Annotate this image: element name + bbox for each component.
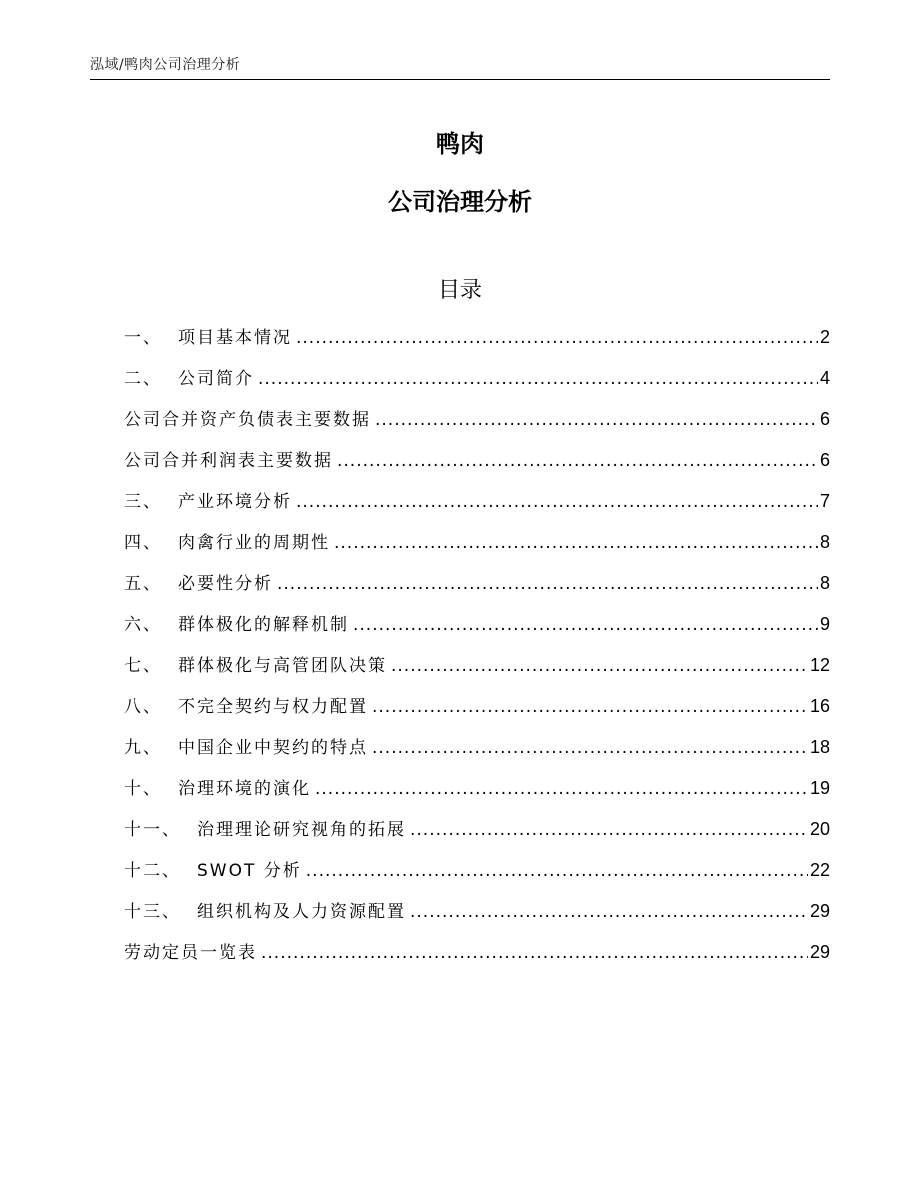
toc-leader-dots — [391, 656, 808, 676]
toc-entry-title: 项目基本情况 — [178, 328, 292, 348]
toc-leader-dots — [258, 369, 818, 389]
toc-entry-number: 十三、 — [124, 902, 181, 922]
toc-entry-page: 18 — [809, 737, 830, 757]
page-header: 泓域/鸭肉公司治理分析 — [90, 57, 241, 73]
toc-entry-number: 十一、 — [124, 820, 181, 840]
toc-entry-number: 十、 — [124, 779, 162, 799]
toc-entry-page: 6 — [819, 450, 830, 470]
toc-entry-title: 必要性分析 — [178, 574, 273, 594]
toc-entry-page: 6 — [819, 409, 830, 429]
toc-entry-number: 三、 — [124, 492, 162, 512]
toc-leader-dots — [277, 574, 818, 594]
toc-entry-page: 19 — [809, 778, 830, 798]
toc-leader-dots — [334, 533, 818, 553]
toc-entry-page: 9 — [819, 614, 830, 634]
toc-entry[interactable] — [124, 528, 830, 569]
toc-entry[interactable] — [124, 938, 830, 979]
toc-leader-dots — [353, 615, 818, 635]
toc-entry[interactable] — [124, 897, 830, 938]
toc-entry[interactable] — [124, 569, 830, 610]
toc-entry[interactable] — [124, 446, 830, 487]
toc-entry-title: 治理环境的演化 — [178, 779, 311, 799]
toc-entry-number: 二、 — [124, 369, 162, 389]
toc-entry-title: 组织机构及人力资源配置 — [197, 902, 406, 922]
toc-entry-title: 群体极化与高管团队决策 — [178, 656, 387, 676]
toc-entry-title: 中国企业中契约的特点 — [178, 738, 368, 758]
toc-leader-dots — [296, 328, 818, 348]
toc-leader-dots — [296, 492, 818, 512]
toc-entry-title: 公司简介 — [178, 369, 254, 389]
toc-entry-page: 29 — [809, 942, 830, 962]
toc-entry-title: 不完全契约与权力配置 — [178, 697, 368, 717]
toc-entry-page: 12 — [809, 655, 830, 675]
toc-leader-dots — [306, 861, 808, 881]
toc-leader-dots — [372, 697, 808, 717]
toc-entry[interactable] — [124, 364, 830, 405]
toc-entry-number: 七、 — [124, 656, 162, 676]
toc-entry-number: 十二、 — [124, 861, 181, 881]
toc-entry-page: 22 — [809, 860, 830, 880]
toc-entry-page: 20 — [809, 819, 830, 839]
header-rule — [90, 79, 830, 80]
toc-entry-number: 五、 — [124, 574, 162, 594]
toc-entry[interactable] — [124, 610, 830, 651]
toc-entry-title: 公司合并资产负债表主要数据 — [124, 410, 371, 430]
toc-leader-dots — [372, 738, 808, 758]
toc-entry-page: 7 — [819, 491, 830, 511]
toc-entry-page: 4 — [819, 368, 830, 388]
toc-leader-dots — [315, 779, 808, 799]
toc-entry-title: 公司合并利润表主要数据 — [124, 451, 333, 471]
toc-entry-page: 2 — [819, 327, 830, 347]
toc-entry[interactable] — [124, 651, 830, 692]
toc-entry-title: 产业环境分析 — [178, 492, 292, 512]
toc-entry-page: 16 — [809, 696, 830, 716]
toc-entry-page: 8 — [819, 532, 830, 552]
toc-entry[interactable] — [124, 323, 830, 364]
toc-leader-dots — [410, 820, 808, 840]
toc-entry[interactable] — [124, 487, 830, 528]
toc-entry-title: SWOT 分析 — [197, 861, 302, 881]
document-title: 鸭肉 — [436, 130, 484, 158]
toc-entry-title: 肉禽行业的周期性 — [178, 533, 330, 553]
toc-entry[interactable] — [124, 733, 830, 774]
toc-leader-dots — [375, 410, 818, 430]
toc-entry-number: 六、 — [124, 615, 162, 635]
document-subtitle: 公司治理分析 — [388, 188, 532, 216]
toc-heading: 目录 — [437, 278, 482, 303]
toc-entry-page: 29 — [809, 901, 830, 921]
toc-entry[interactable] — [124, 815, 830, 856]
toc-entry-number: 一、 — [124, 328, 162, 348]
toc-entry-number: 八、 — [124, 697, 162, 717]
toc-entry-title: 群体极化的解释机制 — [178, 615, 349, 635]
toc-entry-page: 8 — [819, 573, 830, 593]
toc-entry[interactable] — [124, 405, 830, 446]
toc-entry-title: 治理理论研究视角的拓展 — [197, 820, 406, 840]
toc-leader-dots — [261, 943, 808, 963]
toc-entry-number: 九、 — [124, 738, 162, 758]
toc-leader-dots — [410, 902, 808, 922]
toc-leader-dots — [337, 451, 818, 471]
table-of-contents — [124, 323, 830, 979]
toc-entry-title: 劳动定员一览表 — [124, 943, 257, 963]
toc-entry[interactable] — [124, 856, 830, 897]
toc-entry-number: 四、 — [124, 533, 162, 553]
toc-entry[interactable] — [124, 774, 830, 815]
toc-entry[interactable] — [124, 692, 830, 733]
